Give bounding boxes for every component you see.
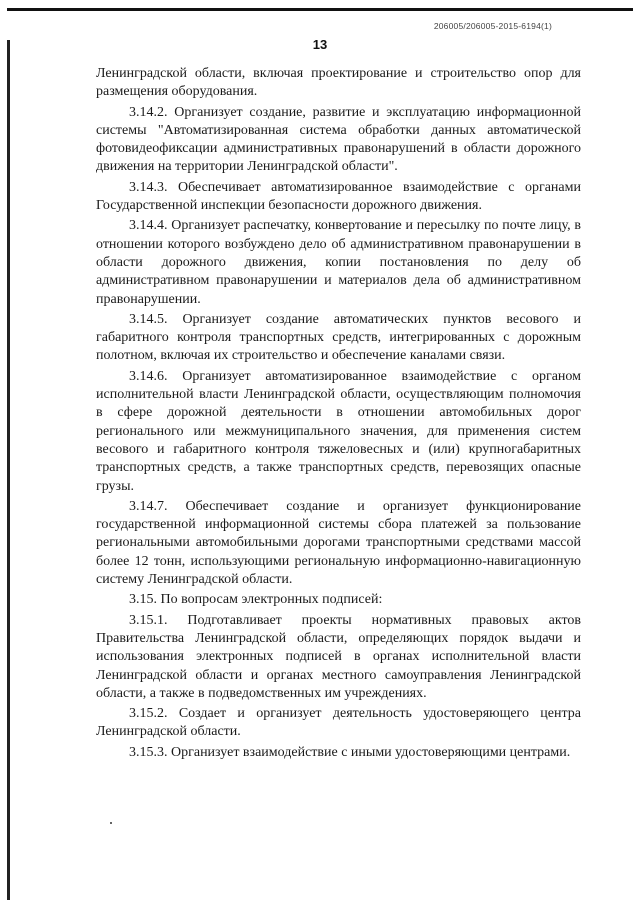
paragraph-continuation: Ленинградской области, включая проектирование и строительство опор для размещения оборудования. — [96, 66, 581, 100]
page-number: 13 — [312, 37, 328, 52]
scan-speck — [110, 822, 112, 824]
top-border-line — [7, 8, 633, 11]
paragraph-3-15-2: 3.15.2. Создает и организует деятельность удостоверяющего центра Ленинградской области. — [96, 706, 581, 740]
paragraph-3-15: 3.15. По вопросам электронных подписей: — [129, 592, 383, 608]
paragraph-3-14-3: 3.14.3. Обеспечивает автоматизированное взаимодействие с органами Государственной инспекции безопасности дорожного движения. — [96, 179, 581, 214]
left-border-line — [7, 40, 10, 900]
paragraph-3-15-1: 3.15.1. Подготавливает проекты нормативных правовых актов Правительства Ленинградской области, определяющих порядок выдачи и использования электронных подписей в органах исполнительной власти Ленинградской области и органах местного самоуправления Ленинградской области, а также в подведомственных им учреждениях. — [96, 612, 581, 701]
paragraph-3-15-3: 3.15.3. Организует взаимодействие с иными удостоверяющими центрами. — [129, 744, 571, 760]
document-body — [96, 65, 581, 764]
paragraph-3-14-2: 3.14.2. Организует создание, развитие и эксплуатацию информационной системы "Автоматизированная система обработки данных автоматической фотовидеофиксации административных правонарушений в области дорожного движения на территории Ленинградской области". — [96, 104, 581, 175]
document-id: 206005/206005-2015-6194(1) — [433, 21, 552, 31]
paragraph-3-14-6: 3.14.6. Организует автоматизированное взаимодействие с органом исполнительной власти Ленинградской области, осуществляющим полномочия в сфере дорожной деятельности в отношении автомобильных дорог регионального или межмуниципального значения, для применения систем весового и габаритного контроля тяжеловесных и (или) крупногабаритных транспортных средств, а также транспортных средств, перевозящих опасные грузы. — [96, 368, 581, 494]
paragraph-3-14-5: 3.14.5. Организует создание автоматических пунктов весового и габаритного контроля транспортных средств, интегрированных с дорожным полотном, включая их строительство и обеспечение каналами связи. — [96, 311, 581, 364]
paragraph-3-14-7: 3.14.7. Обеспечивает создание и организует функционирование государственной информационной системы сбора платежей за пользование региональными автомобильными дорогами транспортными средствами массой более 12 тонн, использующими региональную информационно-навигационную систему Ленинградской области. — [96, 498, 581, 588]
paragraph-3-14-4: 3.14.4. Организует распечатку, конвертование и пересылку по почте лицу, в отношении которого возбуждено дело об административном правонарушении в области дорожного движения, копии постановления по делу об административном правонарушении и материалов дела об административном правонарушении. — [96, 218, 581, 307]
